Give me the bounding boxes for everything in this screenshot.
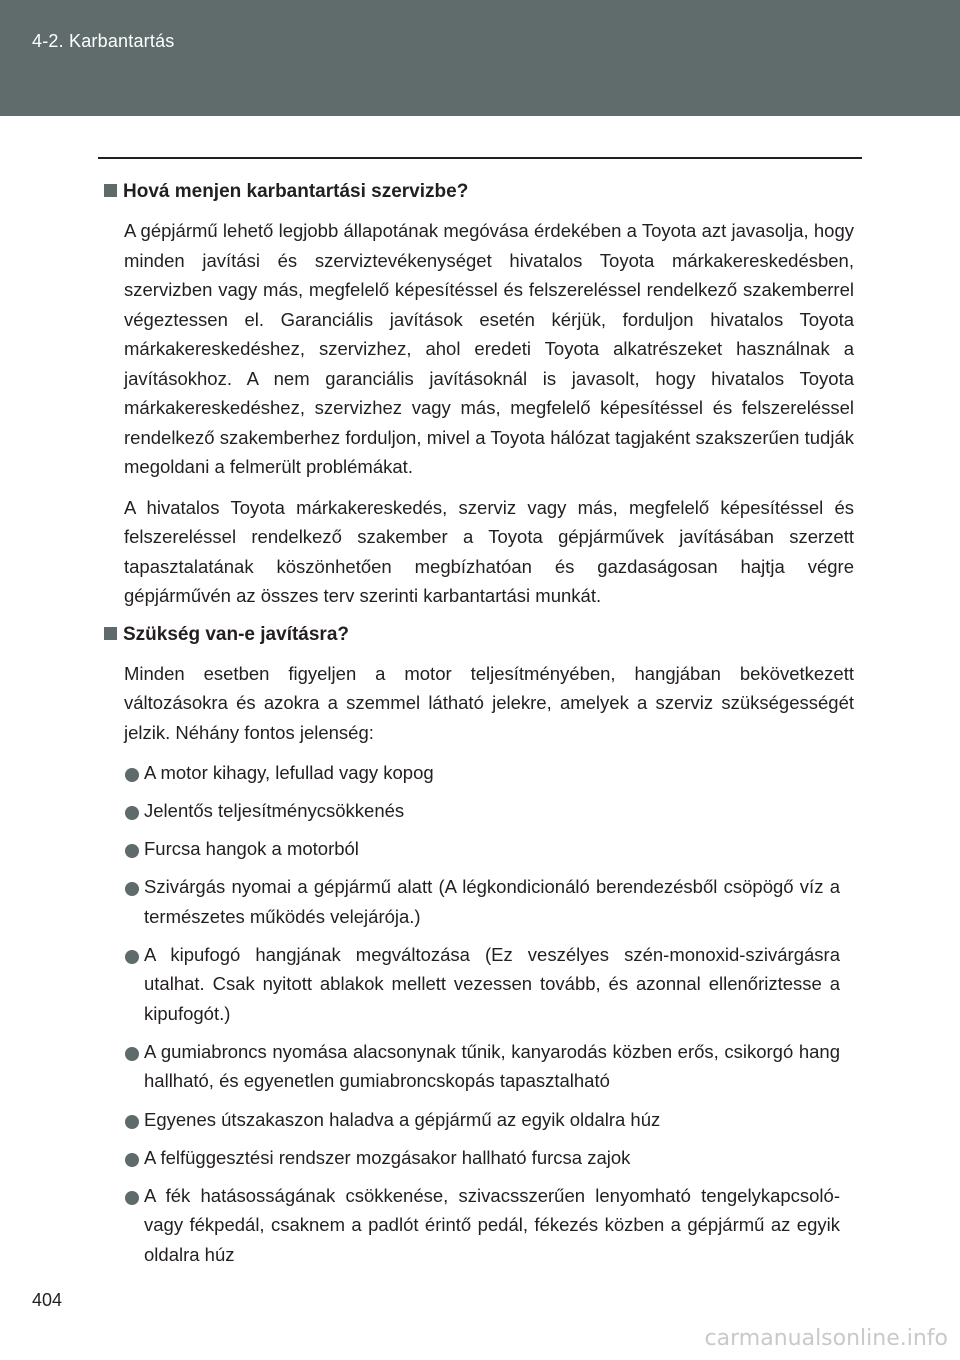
circle-bullet-icon xyxy=(125,768,139,782)
section-title: 4-2. Karbantartás xyxy=(32,31,175,51)
paragraph: Minden esetben figyeljen a motor teljesítményében, hangjában bekövetkezett változásokra és azokra a szemmel látható jelekre, amelyek a szerviz szükségességét jelzik. Néhány fontos jelenség: xyxy=(124,662,854,743)
square-bullet-icon xyxy=(104,627,117,640)
divider-line xyxy=(98,157,862,159)
circle-bullet-icon xyxy=(125,806,139,820)
list-item: A kipufogó hangjának megváltozása (Ez veszélyes szén-monoxid-szivárgásra utalhat. Csak nyitott ablakok mellett vezessen tovább, és azonnal ellenőriztesse a kipufogót.) xyxy=(104,940,854,1029)
list-item: Egyenes útszakaszon haladva a gépjármű az egyik oldalra húz xyxy=(104,1105,854,1135)
paragraph: A hivatalos Toyota márkakereskedés, szerviz vagy más, megfelelő képesítéssel és felszereléssel rendelkező szakember a Toyota gépjárművek javításában szerzett tapasztalatának köszönhetően megbízhatóan és gazdaságosan hajtja végre gépjárművén az összes terv szerinti karbantartási munkát. xyxy=(124,496,854,606)
circle-bullet-icon xyxy=(125,1115,139,1129)
list-item: Szivárgás nyomai a gépjármű alatt (A légkondicionáló berendezésből csöpögő víz a természetes működés velejárója.) xyxy=(104,872,854,931)
list-item: A gumiabroncs nyomása alacsonynak tűnik, kanyarodás közben erős, csikorgó hang hallható, és egyenetlen gumiabroncskopás tapasztalható xyxy=(104,1037,854,1096)
page-number: 404 xyxy=(32,1290,63,1310)
circle-bullet-icon xyxy=(125,1191,139,1205)
circle-bullet-icon xyxy=(125,1047,139,1061)
section-heading-service: Hová menjen karbantartási szervizbe? xyxy=(104,179,854,205)
watermark: carmanualsonline.info xyxy=(704,1326,948,1351)
section-header-bar xyxy=(0,0,960,116)
list-item: Furcsa hangok a motorból xyxy=(104,834,854,864)
list-item: A fék hatásosságának csökkenése, szivacsszerűen lenyomható tengelykapcsoló- vagy fékpedál, csaknem a padlót érintő pedál, fékezés közben a gépjármű az egyik oldalra húz xyxy=(104,1181,854,1270)
list-item: A felfüggesztési rendszer mozgásakor hallható furcsa zajok xyxy=(104,1143,854,1173)
section-heading-repair: Szükség van-e javításra? xyxy=(104,622,854,648)
paragraph: A gépjármű lehető legjobb állapotának megóvása érdekében a Toyota azt javasolja, hogy minden javítási és szerviztevékenységet hivatalos Toyota márkakereskedésben, szervizben vagy más, megfelelő képesítéssel és felszereléssel rendelkező szakemberrel végeztessen el. Garanciális javítások esetén kérjük, forduljon hivatalos Toyota márkakereskedéshez, szervizhez, ahol eredeti Toyota alkatrészeket használnak a javításokhoz. A nem garanciális javításoknál is javasolt, hogy hivatalos Toyota márkakereskedéshez, szervizhez vagy más, megfelelő képesítéssel és felszereléssel rendelkező szakemberhez forduljon, mivel a Toyota hálózat tagjaként szakszerűen tudják megoldani a felmerült problémákat. xyxy=(124,220,854,477)
circle-bullet-icon xyxy=(125,950,139,964)
page-content xyxy=(104,179,854,1278)
list-item: A motor kihagy, lefullad vagy kopog xyxy=(104,758,854,788)
symptom-list xyxy=(104,758,854,1269)
circle-bullet-icon xyxy=(125,1153,139,1167)
list-item: Jelentős teljesítménycsökkenés xyxy=(104,796,854,826)
square-bullet-icon xyxy=(104,184,117,197)
